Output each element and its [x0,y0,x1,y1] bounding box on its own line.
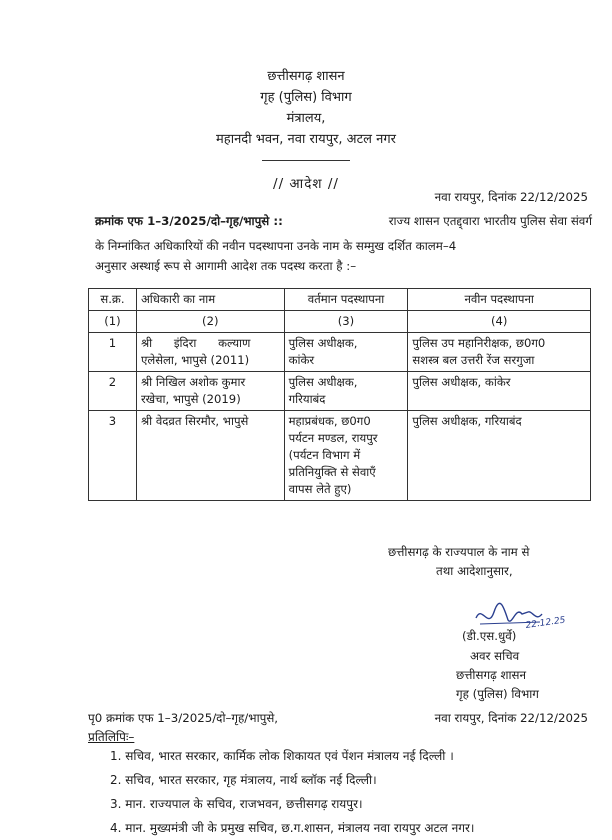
current-posting-line: पर्यटन मण्डल, रायपुर [288,431,378,445]
table-column-number-row [89,311,591,333]
current-posting-line: वापस लेते हुए) [288,482,352,496]
governor-authority: छत्तीसगढ़ के राज्यपाल के नाम से [388,545,530,559]
posting-table [88,288,591,501]
signatory-designation: अवर सचिव [470,649,520,663]
order-place-date: नवा रायपुर, दिनांक 22/12/2025 [434,190,588,204]
current-posting-line: पुलिस अधीक्षक, [288,336,358,350]
signatory-department: छत्तीसगढ़ शासन [456,668,527,682]
list-item: 2. सचिव, भारत सरकार, गृह मंत्रालय, नार्थ ब्लॉक नई दिल्ली। [110,773,377,787]
column-number: (3) [284,311,408,333]
new-posting-line: पुलिस उप महानिरीक्षक, छ0ग0 [412,336,546,350]
header-divider [262,160,350,161]
new-posting-line: पुलिस अधीक्षक, गरियाबंद [412,414,522,428]
new-posting-line: पुलिस अधीक्षक, कांकेर [412,375,511,389]
order-text-line: के निम्नांकित अधिकारियों की नवीन पदस्थापना उनके नाम के सम्मुख दर्शित कालम–4 [95,239,457,253]
table-row [89,411,591,501]
current-posting [284,411,408,501]
table-header: अधिकारी का नाम [136,289,284,311]
officer-name [136,372,284,411]
governor-authority: तथा आदेशानुसार, [436,564,513,578]
officer-name [136,333,284,372]
officer-name-line: श्री इंदिरा कल्याण [140,336,251,350]
list-item: 3. मान. राज्यपाल के सचिव, राजभवन, छत्तीसगढ़ रायपुर। [110,797,363,811]
endorsement-number: पृ0 क्रमांक एफ 1–3/2025/दो–गृह/भापुसे, [88,711,279,725]
table-row [89,372,591,411]
new-posting [408,411,591,501]
current-posting-line: (पर्यटन विभाग में [288,448,361,462]
endorsement-place-date: नवा रायपुर, दिनांक 22/12/2025 [434,711,588,725]
officer-name-line: श्री वेदव्रत सिरमौर, भापुसे [140,414,249,428]
signatory-name: (डी.एस.धुर्वे) [462,629,517,643]
serial-number: 1 [89,333,137,372]
copy-list [110,744,474,840]
serial-number: 2 [89,372,137,411]
header-department: गृह (पुलिस) विभाग [260,90,352,105]
table-header: नवीन पदस्थापना [408,289,591,311]
list-item: 1. सचिव, भारत सरकार, कार्मिक लोक शिकायत एवं पेंशन मंत्रालय नई दिल्ली । [110,749,454,763]
current-posting-line: पुलिस अधीक्षक, [288,375,358,389]
serial-number: 3 [89,411,137,501]
current-posting-line: महाप्रबंधक, छ0ग0 [288,414,371,428]
signatory-department: गृह (पुलिस) विभाग [456,687,539,701]
order-text-line: राज्य शासन एतद्द्वारा भारतीय पुलिस सेवा संवर्ग [388,214,592,228]
column-number: (4) [408,311,591,333]
header-ministry: मंत्रालय, [286,111,326,126]
current-posting [284,372,408,411]
table-row [89,333,591,372]
table-header-row [89,289,591,311]
column-number: (1) [89,311,137,333]
new-posting [408,372,591,411]
new-posting [408,333,591,372]
officer-name-line: एलेसेला, भापुसे (2011) [140,353,250,367]
order-text-line: अनुसार अस्थाई रूप से आगामी आदेश तक पदस्थ करता है :– [95,259,357,273]
current-posting-line: कांकेर [288,353,315,367]
order-number: क्रमांक एफ 1–3/2025/दो–गृह/भापुसे :: [95,214,283,228]
order-paragraph [95,212,592,231]
current-posting [284,333,408,372]
current-posting-line: प्रतिनियुक्ति से सेवाएँ [288,465,376,479]
current-posting-line: गरियाबंद [288,392,326,406]
order-title: // आदेश // [273,176,339,192]
header-government: छत्तीसगढ़ शासन [267,69,345,84]
officer-name [136,411,284,501]
copy-heading: प्रतिलिपिः– [88,730,135,744]
signature-date: 22.12.25 [525,615,567,631]
officer-name-line: रखेचा, भापुसे (2019) [140,392,241,406]
officer-name-line: श्री निखिल अशोक कुमार [140,375,246,389]
table-header: स.क्र. [89,289,137,311]
new-posting-line: सशस्त्र बल उत्तरी रेंज सरगुजा [412,353,535,367]
column-number: (2) [136,311,284,333]
table-header: वर्तमान पदस्थापना [284,289,408,311]
list-item: 4. मान. मुख्यमंत्री जी के प्रमुख सचिव, छ.ग.शासन, मंत्रालय नवा रायपुर अटल नगर। [110,821,475,835]
header-address: महानदी भवन, नवा रायपुर, अटल नगर [216,132,396,147]
